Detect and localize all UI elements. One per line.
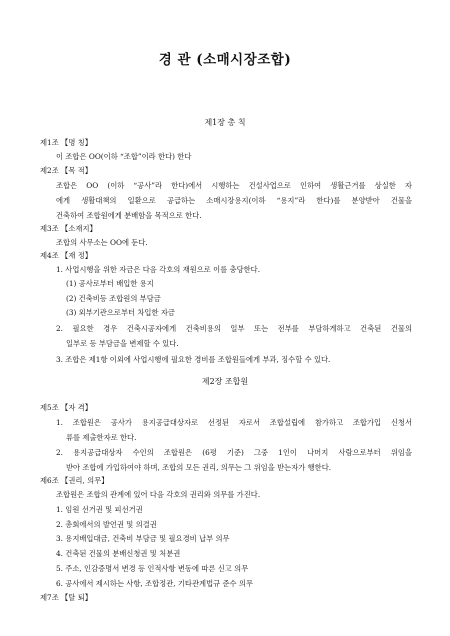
article-6-item-6: 6. 공사에서 제시하는 사항, 조합정관, 기타관계법규 준수 의무 (56, 579, 254, 588)
article-4-item-3: 3. 조합은 제1항 이외에 사업시행에 필요한 경비를 조합원들에게 부과, 징수할 수 있다. (56, 355, 331, 364)
document-title: 경 관 (소매시장조합) (158, 52, 292, 68)
chapter-2-heading: 제2장 조합원 (201, 377, 249, 386)
article-6-heading: 제6조 【권리, 의무】 (40, 476, 109, 485)
article-6-item-3: 3. 용지배입대금, 건축비 부담금 및 필요경비 납부 의무 (56, 534, 230, 543)
article-4-heading: 제4조 【재 정】 (40, 251, 93, 260)
article-4-subitem-3: (3) 외부기관으로부터 차입한 자금 (66, 308, 175, 317)
article-3-heading: 제3조 【소재지】 (40, 224, 97, 233)
article-5-item-1: 1. 조합원은 공사가 용지공급대상자로 선정된 자로서 조합설립에 참가하고 조합가입 신청서 (56, 418, 412, 427)
article-4-item-2-cont: 일부로 등 부담금을 변제할 수 있다. (66, 339, 179, 348)
article-2-text-1: 조합은 OO (이하 “공사”라 한다)에서 시행하는 건설사업으로 인하여 생활근거를 상실한 자 (56, 181, 412, 190)
article-3-text: 조합의 사무소는 OO에 둔다. (56, 238, 148, 247)
article-4-subitem-1: (1) 공사로부터 배입한 용지 (66, 279, 154, 288)
article-2-text-3: 건축하여 조합원에게 분배함을 목적으로 한다. (56, 211, 202, 220)
article-6-item-2: 2. 총회에서의 발언권 및 의결권 (56, 520, 157, 529)
article-4-subitem-2: (2) 건축비등 조합원의 부담금 (66, 294, 161, 303)
article-6-text: 조합원은 조합의 관계에 있어 다음 각호의 권리와 의무를 가진다. (56, 490, 261, 499)
article-6-item-4: 4. 건축된 건물의 분배신청권 및 처분권 (56, 549, 181, 558)
article-1-text: 이 조합은 OO(이하 “조합”이라 한다) 한다 (56, 152, 192, 161)
article-1-heading: 제1조 【명 칭】 (40, 138, 93, 147)
article-6-item-1: 1. 임원 선거권 및 피선거권 (56, 505, 143, 514)
article-2-heading: 제2조 【목 적】 (40, 166, 93, 175)
article-2-text-2: 에게 생활대책의 일환으로 공급하는 소매시장용지(이하 “용지”라 한다)를 분양받아 건물을 (56, 196, 412, 205)
article-5-item-2: 2. 용지공급대상자 수인의 조합원은 (6평 기준) 그중 1인이 나머지 사람으로부터 위임을 (56, 448, 412, 457)
article-5-item-1-cont: 류를 제출한자로 한다. (66, 433, 137, 442)
article-7-heading: 제7조 【탈 퇴】 (40, 593, 93, 602)
article-6-item-5: 5. 주소, 인감증명서 변경 등 인적사항 변동에 따른 신고 의무 (56, 564, 249, 573)
chapter-1-heading: 제1장 총 칙 (204, 118, 246, 127)
article-5-item-2-cont: 받아 조합에 가입하여야 하며, 조합의 모든 권리, 의무는 그 위임을 받는자가 행한다. (66, 463, 332, 472)
article-5-heading: 제5조 【자 격】 (40, 403, 93, 412)
article-4-item-1: 1. 사업시행을 위한 자금은 다음 각호의 재원으로 이를 충당한다. (56, 265, 261, 274)
article-4-item-2: 2. 필요한 경우 건축시공자에게 건축비용의 일부 또는 전부를 부담하게하고 건축된 건물의 (56, 324, 412, 333)
